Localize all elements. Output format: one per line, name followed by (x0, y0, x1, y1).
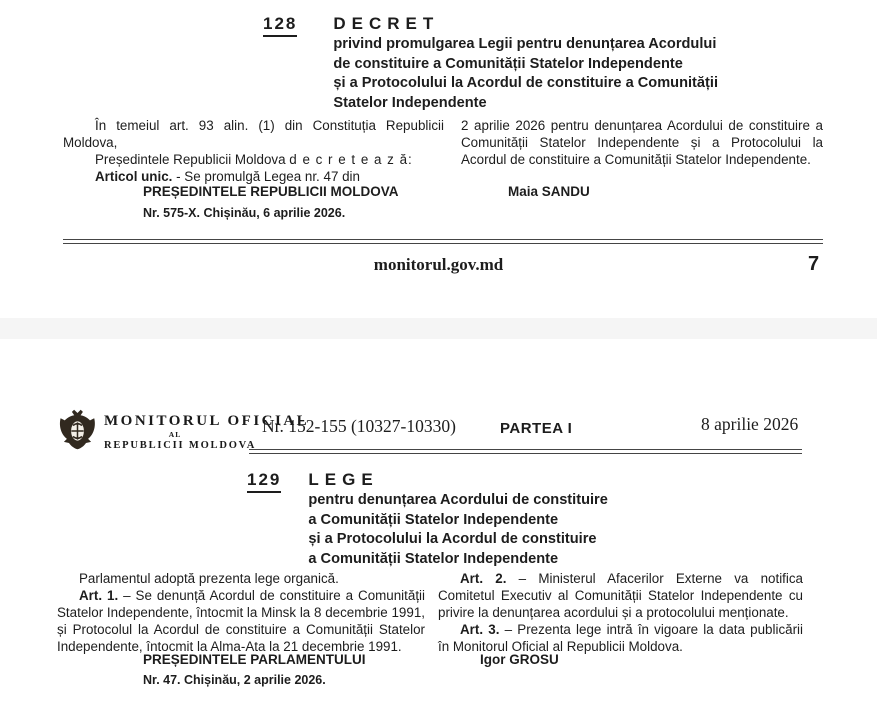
law-article-head (247, 470, 608, 568)
law-article-3-label: Art. 3. (460, 622, 500, 637)
decree-enacting-spaced: d e c r e t e a z ă: (289, 152, 413, 167)
masthead (104, 413, 310, 451)
decree-preamble: În temeiul art. 93 alin. (1) din Constituția Republicii Moldova, (63, 118, 444, 150)
decree-reference-line: Nr. 575-X. Chișinău, 6 aprilie 2026. (143, 206, 346, 220)
decree-body-left-column (63, 117, 444, 185)
law-article-1-text: – Se denunță Acordul de constituire a Comunității Statelor Independente, întocmit la Minsk la 8 decembrie 1991, și Protocolul la Acordul de constituire a Comunității Statelor Independente, întocmit la Alma-Ata la 21 decembrie 1991. (57, 588, 425, 654)
masthead-al: AL (168, 430, 182, 439)
law-body-left-column (57, 570, 425, 655)
decree-signatory-role: PREȘEDINTELE REPUBLICII MOLDOVA (143, 184, 399, 199)
law-title-line: a Comunității Statelor Independente (308, 550, 559, 567)
law-article-2 (438, 570, 803, 621)
decree-title-line: și a Protocolului la Acordul de constituire a Comunității (333, 75, 718, 92)
decree-signatory-name: Maia SANDU (508, 184, 590, 199)
law-article-3-text: – Prezenta lege intră în vigoare la data publicării în Monitorul Oficial al Republicii Moldova. (438, 622, 804, 654)
law-reference-line: Nr. 47. Chișinău, 2 aprilie 2026. (143, 673, 326, 687)
moldova-coat-of-arms-icon (57, 409, 98, 462)
decree-enacting-lead: Președintele Republicii Moldova (95, 152, 290, 167)
law-article-3 (438, 621, 803, 655)
decree-doc-type: DECRET (333, 14, 440, 33)
part-label: PARTEA I (500, 420, 573, 437)
decree-enacting-clause (63, 151, 444, 168)
masthead-subtitle: REPUBLICII MOLDOVA (104, 440, 257, 451)
decree-article-unique (63, 168, 444, 185)
decree-article-unique-text: - Se promulgă Legea nr. 47 din (172, 169, 360, 184)
issue-number: Nr. 152-155 (10327-10330) (262, 416, 456, 436)
law-preamble: Parlamentul adoptă prezenta lege organică. (79, 571, 339, 586)
masthead-rule (249, 449, 802, 454)
law-signatory-role: PREȘEDINTELE PARLAMENTULUI (143, 652, 366, 667)
law-title-line: pentru denunțarea Acordului de constituire (308, 492, 608, 508)
law-signatory-name: Igor GROSU (480, 652, 559, 667)
decree-title-line: Statelor Independente (333, 94, 487, 111)
page-break-band (0, 318, 877, 339)
law-body-right-column (438, 570, 803, 655)
decree-article-number: 128 (263, 14, 297, 37)
law-article-2-text: – Ministerul Afacerilor Externe va notifica Comitetul Executiv al Comunității Statelor Independente cu privire la denunțarea acordului și a protocolului menționate. (438, 571, 804, 620)
masthead-title: MONITORUL OFICIAL (104, 413, 310, 429)
decree-article-unique-label: Articol unic. (95, 169, 173, 184)
decree-body (63, 117, 823, 185)
law-body (57, 570, 803, 655)
footer-page-number: 7 (808, 253, 820, 275)
page1-footer-rule (63, 239, 823, 244)
decree-title-line: de constituire a Comunității Statelor Independente (333, 55, 683, 72)
footer-website: monitorul.gov.md (373, 255, 504, 274)
law-article-number: 129 (247, 470, 281, 493)
law-article-2-label: Art. 2. (460, 571, 507, 586)
law-article-1 (57, 587, 425, 655)
law-title-block (308, 470, 607, 568)
law-article-1-label: Art. 1. (79, 588, 119, 603)
decree-title-block (333, 14, 718, 112)
law-title-line: a Comunității Statelor Independente (308, 511, 559, 528)
law-doc-type: LEGE (308, 470, 379, 489)
decree-article-head (263, 14, 718, 112)
issue-date: 8 aprilie 2026 (701, 414, 799, 434)
decree-title-line: privind promulgarea Legii pentru denunțarea Acordului (333, 36, 717, 52)
law-title-line: și a Protocolului la Acordul de constituire (308, 531, 597, 548)
decree-body-right-column (461, 117, 823, 185)
decree-body-continuation: 2 aprilie 2026 pentru denunțarea Acordului de constituire a Comunității Statelor Independente și a Protocolului la Acordul de constituire a Comunității Statelor Independente. (461, 118, 823, 167)
